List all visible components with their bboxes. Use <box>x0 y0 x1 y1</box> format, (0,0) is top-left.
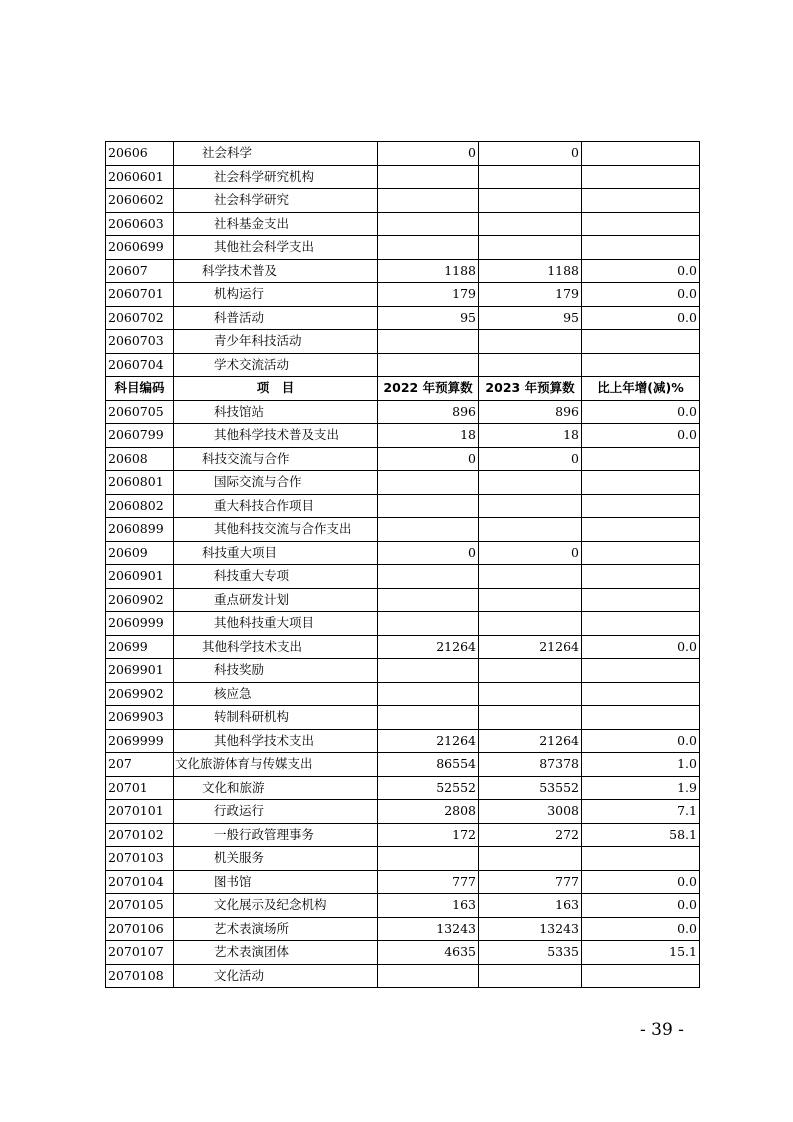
row-change: 0.0 <box>582 729 700 753</box>
row-code: 2060699 <box>106 236 174 260</box>
table-row <box>106 565 700 589</box>
row-change <box>582 964 700 988</box>
table-row <box>106 917 700 941</box>
row-budget-2023: 272 <box>479 823 582 847</box>
row-change <box>582 612 700 636</box>
row-budget-2022 <box>378 964 479 988</box>
row-change <box>582 847 700 871</box>
row-code: 20699 <box>106 635 174 659</box>
row-budget-2022: 2808 <box>378 800 479 824</box>
row-name: 其他科学技术普及支出 <box>174 424 378 448</box>
row-name: 其他社会科学支出 <box>174 236 378 260</box>
row-name: 社科基金支出 <box>174 212 378 236</box>
row-budget-2023: 3008 <box>479 800 582 824</box>
row-budget-2023 <box>479 330 582 354</box>
row-budget-2023: 21264 <box>479 729 582 753</box>
table-row <box>106 729 700 753</box>
row-change: 0.0 <box>582 635 700 659</box>
table-header-row <box>106 377 700 401</box>
row-budget-2023: 53552 <box>479 776 582 800</box>
table-row <box>106 142 700 166</box>
row-budget-2023: 896 <box>479 400 582 424</box>
row-code: 2060705 <box>106 400 174 424</box>
row-budget-2022: 95 <box>378 306 479 330</box>
row-change <box>582 518 700 542</box>
row-name: 科技交流与合作 <box>174 447 378 471</box>
row-change <box>582 353 700 377</box>
row-budget-2022 <box>378 612 479 636</box>
row-name: 艺术表演场所 <box>174 917 378 941</box>
row-budget-2023 <box>479 847 582 871</box>
table-row <box>106 823 700 847</box>
row-change <box>582 447 700 471</box>
row-name: 社会科学研究 <box>174 189 378 213</box>
table-row <box>106 635 700 659</box>
row-change: 15.1 <box>582 941 700 965</box>
table-row <box>106 330 700 354</box>
table-row <box>106 259 700 283</box>
row-change: 0.0 <box>582 894 700 918</box>
row-budget-2023: 0 <box>479 142 582 166</box>
row-change: 58.1 <box>582 823 700 847</box>
row-name: 其他科学技术支出 <box>174 729 378 753</box>
row-code: 2060703 <box>106 330 174 354</box>
row-name: 科技馆站 <box>174 400 378 424</box>
row-code: 20607 <box>106 259 174 283</box>
row-budget-2022: 86554 <box>378 753 479 777</box>
row-budget-2023 <box>479 588 582 612</box>
table-row <box>106 753 700 777</box>
row-code: 2070106 <box>106 917 174 941</box>
row-code: 2070102 <box>106 823 174 847</box>
row-code: 2060899 <box>106 518 174 542</box>
table-row <box>106 283 700 307</box>
header-budget-2023: 2023 年预算数 <box>479 377 582 401</box>
row-budget-2022 <box>378 471 479 495</box>
row-name: 其他科技交流与合作支出 <box>174 518 378 542</box>
row-budget-2023: 777 <box>479 870 582 894</box>
row-code: 2060799 <box>106 424 174 448</box>
table-row <box>106 800 700 824</box>
table-row <box>106 353 700 377</box>
row-change <box>582 212 700 236</box>
row-name: 重大科技合作项目 <box>174 494 378 518</box>
row-budget-2023 <box>479 494 582 518</box>
row-budget-2022 <box>378 165 479 189</box>
table-row <box>106 518 700 542</box>
row-budget-2022: 0 <box>378 541 479 565</box>
row-name: 文化活动 <box>174 964 378 988</box>
table-row <box>106 682 700 706</box>
row-budget-2022 <box>378 494 479 518</box>
table-row <box>106 189 700 213</box>
row-budget-2022 <box>378 588 479 612</box>
row-budget-2022: 179 <box>378 283 479 307</box>
row-change: 1.9 <box>582 776 700 800</box>
row-code: 2070105 <box>106 894 174 918</box>
row-name: 科技重大项目 <box>174 541 378 565</box>
row-name: 文化和旅游 <box>174 776 378 800</box>
row-budget-2023 <box>479 682 582 706</box>
row-budget-2023: 87378 <box>479 753 582 777</box>
table-row <box>106 870 700 894</box>
table-row <box>106 165 700 189</box>
row-code: 2060802 <box>106 494 174 518</box>
row-code: 207 <box>106 753 174 777</box>
row-change <box>582 236 700 260</box>
header-budget-2022: 2022 年预算数 <box>378 377 479 401</box>
row-name: 机关服务 <box>174 847 378 871</box>
row-code: 2069902 <box>106 682 174 706</box>
row-change <box>582 682 700 706</box>
row-change: 1.0 <box>582 753 700 777</box>
row-budget-2023: 13243 <box>479 917 582 941</box>
row-name: 核应急 <box>174 682 378 706</box>
table-row <box>106 706 700 730</box>
table-row <box>106 612 700 636</box>
row-name: 艺术表演团体 <box>174 941 378 965</box>
table-row <box>106 400 700 424</box>
table-row <box>106 941 700 965</box>
table-row <box>106 236 700 260</box>
row-code: 2060602 <box>106 189 174 213</box>
row-name: 一般行政管理事务 <box>174 823 378 847</box>
row-budget-2023: 163 <box>479 894 582 918</box>
row-code: 2069999 <box>106 729 174 753</box>
row-budget-2023 <box>479 189 582 213</box>
row-budget-2023: 95 <box>479 306 582 330</box>
row-change <box>582 142 700 166</box>
row-budget-2023 <box>479 471 582 495</box>
row-name: 青少年科技活动 <box>174 330 378 354</box>
row-name: 社会科学 <box>174 142 378 166</box>
table-row <box>106 471 700 495</box>
row-budget-2022 <box>378 330 479 354</box>
table-row <box>106 212 700 236</box>
row-budget-2022: 777 <box>378 870 479 894</box>
row-code: 2060901 <box>106 565 174 589</box>
row-name: 科技奖励 <box>174 659 378 683</box>
row-budget-2022: 21264 <box>378 729 479 753</box>
row-budget-2023 <box>479 706 582 730</box>
row-budget-2022 <box>378 212 479 236</box>
row-code: 2070107 <box>106 941 174 965</box>
row-budget-2022 <box>378 682 479 706</box>
row-change <box>582 330 700 354</box>
row-code: 2060603 <box>106 212 174 236</box>
row-budget-2022: 13243 <box>378 917 479 941</box>
table-row <box>106 776 700 800</box>
budget-table-body <box>106 142 700 988</box>
row-name: 重点研发计划 <box>174 588 378 612</box>
row-code: 2060701 <box>106 283 174 307</box>
row-budget-2023: 179 <box>479 283 582 307</box>
row-budget-2023 <box>479 353 582 377</box>
row-name: 转制科研机构 <box>174 706 378 730</box>
row-name: 其他科学技术支出 <box>174 635 378 659</box>
row-name: 图书馆 <box>174 870 378 894</box>
row-name: 文化旅游体育与传媒支出 <box>174 753 378 777</box>
row-budget-2023: 0 <box>479 541 582 565</box>
row-name: 科普活动 <box>174 306 378 330</box>
table-row <box>106 424 700 448</box>
row-name: 其他科技重大项目 <box>174 612 378 636</box>
row-budget-2022: 172 <box>378 823 479 847</box>
table-row <box>106 659 700 683</box>
row-budget-2022 <box>378 236 479 260</box>
row-budget-2023 <box>479 518 582 542</box>
row-budget-2022: 1188 <box>378 259 479 283</box>
row-budget-2023 <box>479 964 582 988</box>
row-name: 文化展示及纪念机构 <box>174 894 378 918</box>
row-name: 科技重大专项 <box>174 565 378 589</box>
row-code: 20606 <box>106 142 174 166</box>
row-name: 行政运行 <box>174 800 378 824</box>
row-budget-2022: 0 <box>378 447 479 471</box>
row-code: 20609 <box>106 541 174 565</box>
page-number: - 39 - <box>640 1020 684 1040</box>
row-name: 机构运行 <box>174 283 378 307</box>
row-budget-2022: 0 <box>378 142 479 166</box>
header-change: 比上年增(减)% <box>582 377 700 401</box>
row-budget-2023: 0 <box>479 447 582 471</box>
row-budget-2023 <box>479 565 582 589</box>
row-code: 2070103 <box>106 847 174 871</box>
row-budget-2022: 18 <box>378 424 479 448</box>
row-code: 2060601 <box>106 165 174 189</box>
row-change <box>582 541 700 565</box>
row-budget-2023: 1188 <box>479 259 582 283</box>
row-code: 2069901 <box>106 659 174 683</box>
row-name: 学术交流活动 <box>174 353 378 377</box>
row-change <box>582 189 700 213</box>
table-row <box>106 894 700 918</box>
row-budget-2022 <box>378 565 479 589</box>
row-change <box>582 565 700 589</box>
row-budget-2022: 52552 <box>378 776 479 800</box>
row-change: 0.0 <box>582 259 700 283</box>
row-code: 2060902 <box>106 588 174 612</box>
row-budget-2023 <box>479 212 582 236</box>
row-budget-2022 <box>378 659 479 683</box>
row-budget-2022 <box>378 353 479 377</box>
row-budget-2023: 18 <box>479 424 582 448</box>
row-change: 0.0 <box>582 870 700 894</box>
table-row <box>106 447 700 471</box>
row-budget-2022: 21264 <box>378 635 479 659</box>
row-budget-2022 <box>378 189 479 213</box>
row-change: 0.0 <box>582 283 700 307</box>
header-item: 项 目 <box>174 377 378 401</box>
table-row <box>106 494 700 518</box>
row-name: 科学技术普及 <box>174 259 378 283</box>
row-budget-2023 <box>479 612 582 636</box>
row-code: 20608 <box>106 447 174 471</box>
row-change: 0.0 <box>582 306 700 330</box>
row-budget-2022 <box>378 706 479 730</box>
row-change: 0.0 <box>582 917 700 941</box>
row-budget-2022: 896 <box>378 400 479 424</box>
row-change <box>582 165 700 189</box>
row-budget-2023 <box>479 236 582 260</box>
row-change <box>582 471 700 495</box>
row-budget-2023: 21264 <box>479 635 582 659</box>
row-code: 20701 <box>106 776 174 800</box>
table-row <box>106 588 700 612</box>
row-change <box>582 588 700 612</box>
row-code: 2069903 <box>106 706 174 730</box>
row-code: 2070101 <box>106 800 174 824</box>
row-budget-2022 <box>378 847 479 871</box>
row-change <box>582 659 700 683</box>
header-code: 科目编码 <box>106 377 174 401</box>
row-change: 0.0 <box>582 424 700 448</box>
table-row <box>106 541 700 565</box>
row-change: 7.1 <box>582 800 700 824</box>
row-change: 0.0 <box>582 400 700 424</box>
row-code: 2070108 <box>106 964 174 988</box>
row-name: 社会科学研究机构 <box>174 165 378 189</box>
row-budget-2023 <box>479 659 582 683</box>
row-budget-2023 <box>479 165 582 189</box>
row-code: 2070104 <box>106 870 174 894</box>
row-change <box>582 706 700 730</box>
row-budget-2022 <box>378 518 479 542</box>
row-budget-2022: 4635 <box>378 941 479 965</box>
table-row <box>106 847 700 871</box>
row-budget-2023: 5335 <box>479 941 582 965</box>
row-name: 国际交流与合作 <box>174 471 378 495</box>
row-code: 2060999 <box>106 612 174 636</box>
table-row <box>106 306 700 330</box>
row-code: 2060702 <box>106 306 174 330</box>
row-change <box>582 494 700 518</box>
budget-table <box>105 141 700 988</box>
row-code: 2060704 <box>106 353 174 377</box>
row-budget-2022: 163 <box>378 894 479 918</box>
table-row <box>106 964 700 988</box>
row-code: 2060801 <box>106 471 174 495</box>
